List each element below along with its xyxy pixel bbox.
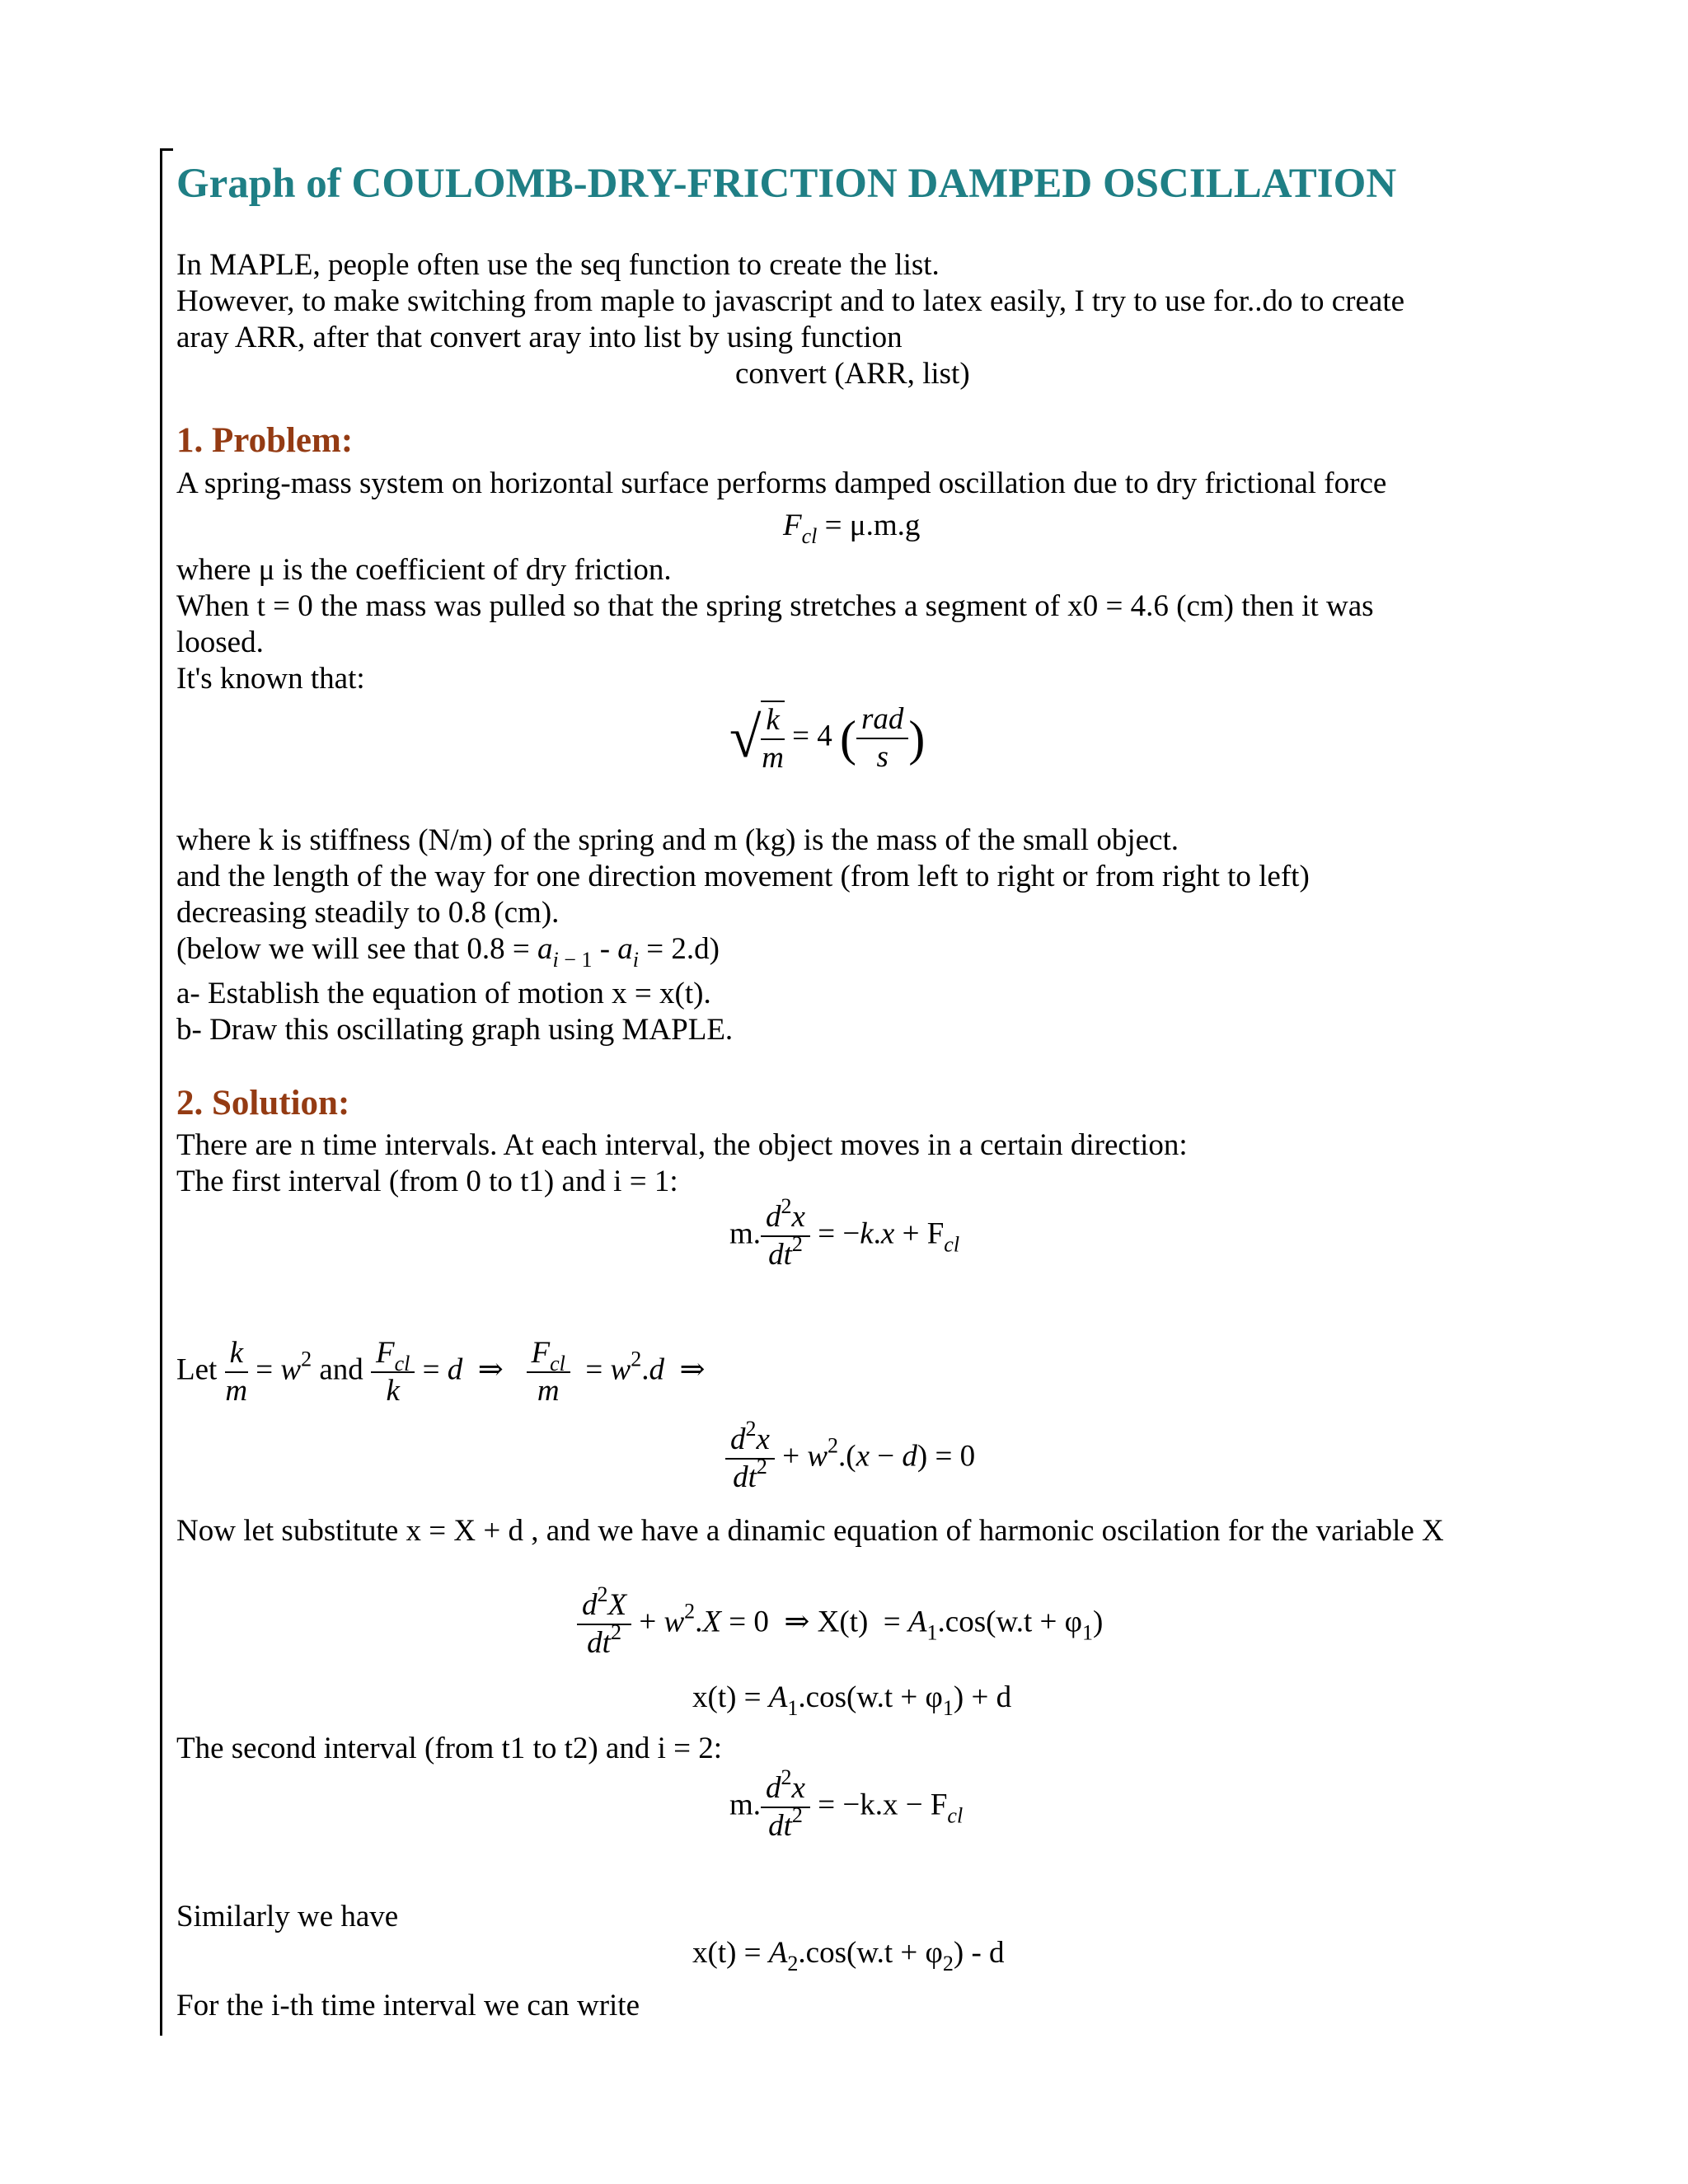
solution-line-3: Now let substitute x = X + d , and we have a dinamic equation of harmonic oscilation for the variable X	[176, 1514, 1444, 1548]
problem-line-3: When t = 0 the mass was pulled so that the spring stretches a segment of x0 = 4.6 (cm) then it was	[176, 589, 1374, 623]
intro-line-3: aray ARR, after that convert aray into list by using function	[176, 321, 903, 354]
problem-heading: 1. Problem:	[176, 421, 354, 460]
solution-interval-2: $x(t) = A_2.\cos(w.t + \varphi_2) - d$	[692, 1936, 1005, 1975]
solution-line-1: There are n time intervals. At each interval, the object moves in a certain direction:	[176, 1128, 1188, 1162]
friction-force-equation: $F_{cl} = \mu.m.g$	[783, 509, 921, 548]
problem-line-7: and the length of the way for one direction movement (from left to right or from right to left)	[176, 860, 1310, 893]
problem-line-11: b- Draw this oscillating graph using MAPLE.	[176, 1013, 734, 1047]
solution-line-4: The second interval (from t1 to t2) and i = 2:	[176, 1732, 723, 1765]
solution-line-5: Similarly we have	[176, 1900, 399, 1933]
angular-frequency-equation: √ $\frac{k}{m}$ = 4 ( $\frac{\text{rad}}{s}$ )	[729, 702, 926, 775]
intro-line-4: convert (ARR, list)	[735, 357, 970, 391]
motion-equation-interval-1: m. $\frac{d^2x}{dt^2}$ = $-k.x + F_{cl}$	[729, 1194, 960, 1272]
problem-line-5: It's known that:	[176, 662, 365, 696]
problem-line-1: A spring-mass system on horizontal surface performs damped oscillation due to dry frictional force	[176, 466, 1387, 500]
document-body	[176, 157, 1676, 392]
solution-line-6: For the i-th time interval we can write	[176, 1989, 640, 2022]
problem-line-8: decreasing steadily to 0.8 (cm).	[176, 896, 560, 930]
problem-line-2: where μ is the coefficient of dry friction.	[176, 553, 672, 587]
problem-line-6: where k is stiffness (N/m) of the spring and m (kg) is the mass of the small object.	[176, 823, 1179, 857]
intro-line-2: However, to make switching from maple to javascript and to latex easily, I try to use for..do to create	[176, 284, 1405, 318]
substitution-definitions: Let $\frac{k}{m}$ = $w^2$ and $\frac{F_{cl}}{k}$ = d ⇒ $\frac{F_{cl}}{m}$ = $w^2.d$ ⇒	[176, 1336, 706, 1408]
intro-line-1: In MAPLE, people often use the seq function to create the list.	[176, 248, 940, 282]
section-bracket	[160, 148, 173, 2036]
solution-interval-1: $x(t) = A_1.\cos(w.t + \varphi_1) + d$	[692, 1680, 1012, 1720]
harmonic-equation: $\frac{d^2X}{dt^2}$ + $w^2.X = 0$ ⇒ $X(t) = A_1.\cos(w.t + \varphi_1)$	[577, 1587, 1103, 1661]
page-title: Graph of COULOMB-DRY-FRICTION DAMPED OSCILLATION	[176, 161, 1397, 207]
shifted-equation: $\frac{d^2x}{dt^2}$ + $w^2.(x - d) = 0$	[725, 1422, 975, 1496]
solution-line-2: The first interval (from 0 to t1) and i = 1:	[176, 1165, 678, 1198]
motion-equation-interval-2: m. $\frac{d^2x}{dt^2}$ = $-k.x - F_{cl}$	[729, 1765, 964, 1843]
problem-line-4: loosed.	[176, 626, 264, 659]
problem-line-10: a- Establish the equation of motion x = x(t).	[176, 977, 711, 1010]
problem-line-9: (below we will see that $0.8 = a_{i - 1} - a_i = 2.d$)	[176, 932, 720, 972]
solution-heading: 2. Solution:	[176, 1084, 350, 1122]
